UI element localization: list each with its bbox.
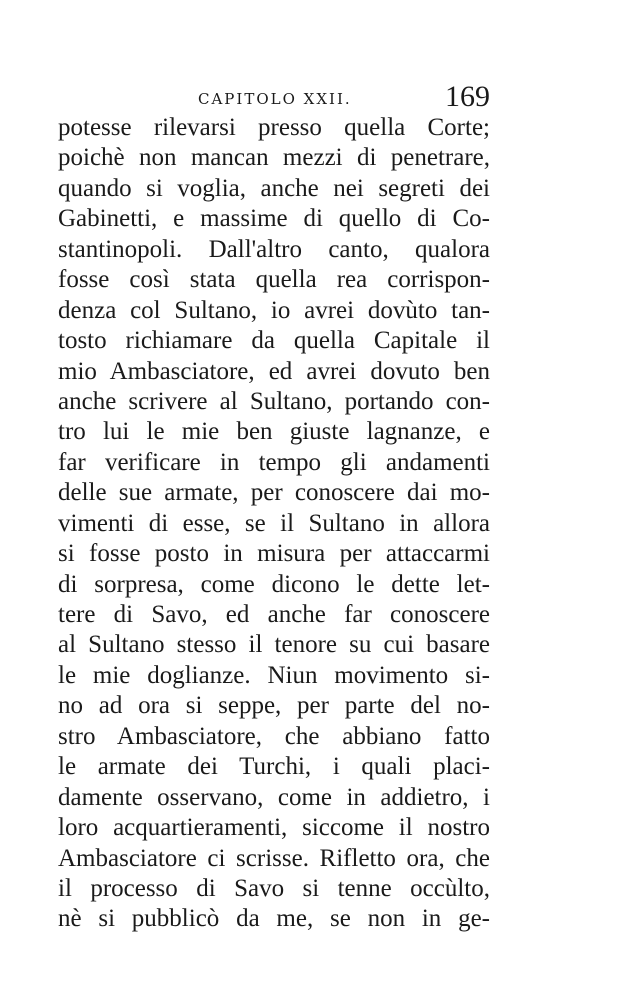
text-line: nè si pubblicò da me, se non in ge- bbox=[58, 905, 490, 933]
text-line: si fosse posto in misura per attaccarmi bbox=[58, 540, 490, 568]
text-line: damente osservano, come in addietro, i bbox=[58, 783, 490, 811]
text-line: tere di Savo, ed anche far conoscere bbox=[58, 601, 490, 628]
text-line: delle sue armate, per conoscere dai mo- bbox=[58, 479, 490, 507]
text-line: poichè non mancan mezzi di penetrare, bbox=[58, 144, 490, 172]
text-line: far verificare in tempo gli andamenti bbox=[58, 448, 490, 476]
text-line: fosse così stata quella rea corrispon- bbox=[58, 266, 490, 294]
text-line: quando si voglia, anche nei segreti dei bbox=[58, 174, 490, 202]
chapter-title: CAPITOLO XXII. bbox=[198, 90, 352, 108]
text-line: Ambasciatore ci scrisse. Rifletto ora, che bbox=[58, 844, 490, 872]
running-head bbox=[58, 80, 490, 116]
text-line: loro acquartieramenti, siccome il nostro bbox=[58, 814, 490, 842]
text-line: anche scrivere al Sultano, portando con- bbox=[58, 387, 490, 415]
text-line: stro Ambasciatore, che abbiano fatto bbox=[58, 722, 490, 750]
body-text bbox=[58, 113, 490, 935]
text-line: Gabinetti, e massime di quello di Co- bbox=[58, 205, 490, 233]
text-line: mio Ambasciatore, ed avrei dovuto ben bbox=[58, 357, 490, 385]
page-number: 169 bbox=[445, 80, 490, 113]
text-line: al Sultano stesso il tenore su cui basare bbox=[58, 631, 490, 659]
text-line: vimenti di esse, se il Sultano in allora bbox=[58, 509, 490, 537]
text-line: potesse rilevarsi presso quella Corte; bbox=[58, 114, 490, 141]
text-line: denza col Sultano, io avrei dovùto tan- bbox=[58, 296, 490, 324]
text-line: no ad ora si seppe, per parte del no- bbox=[58, 692, 490, 720]
text-line: di sorpresa, come dicono le dette let- bbox=[58, 570, 490, 598]
text-line: le armate dei Turchi, i quali placi- bbox=[58, 753, 490, 781]
text-line: tosto richiamare da quella Capitale il bbox=[58, 327, 490, 355]
text-line: le mie doglianze. Niun movimento si- bbox=[58, 661, 490, 689]
text-line: tro lui le mie ben giuste lagnanze, e bbox=[58, 418, 490, 446]
text-line: il processo di Savo si tenne occùlto, bbox=[58, 874, 490, 902]
text-line: stantinopoli. Dall'altro canto, qualora bbox=[58, 235, 490, 263]
